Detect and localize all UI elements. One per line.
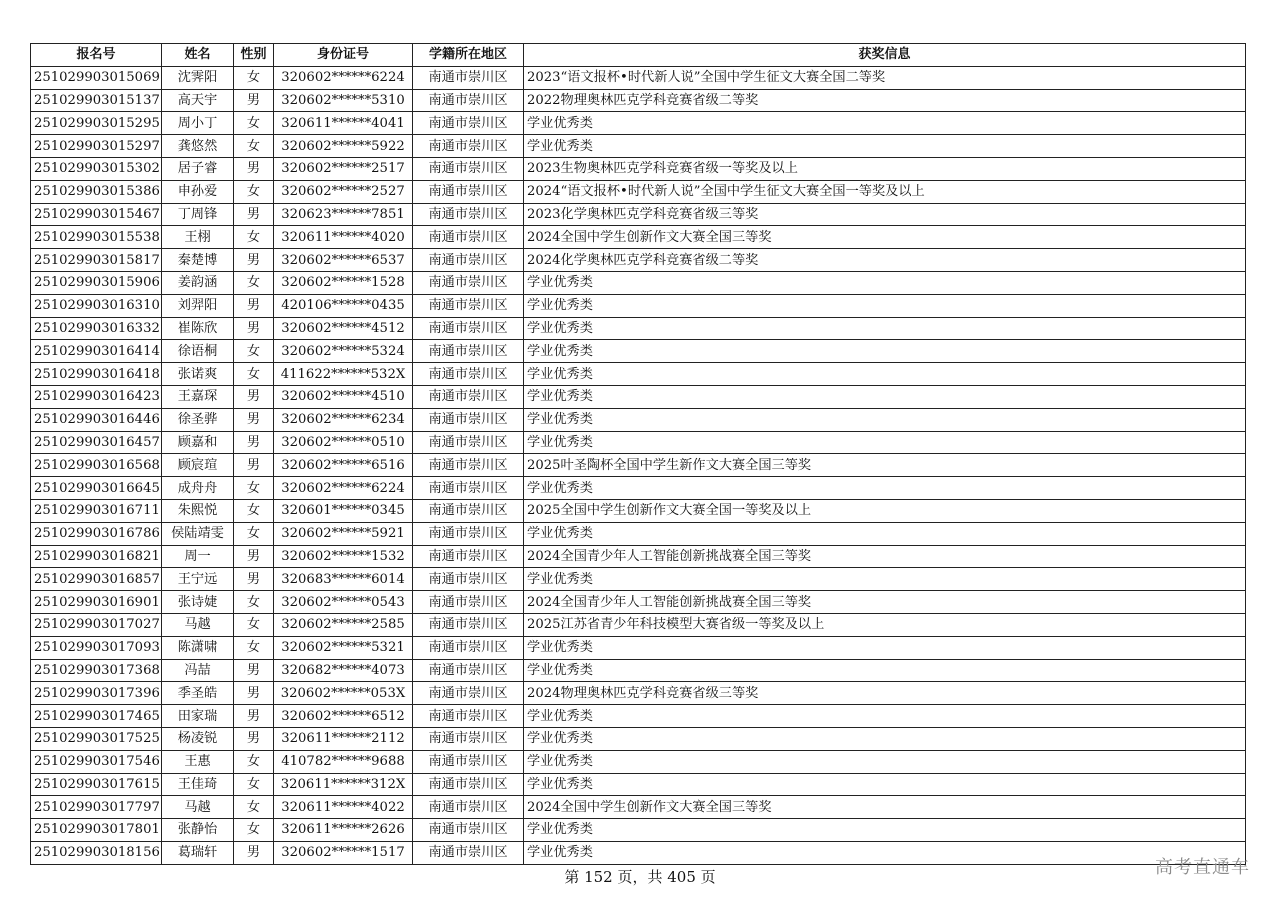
- region-cell: 南通市崇川区: [413, 294, 524, 317]
- id-number-cell: 320602******6224: [274, 477, 413, 500]
- name-cell: 王嘉琛: [162, 385, 234, 408]
- id-number-cell: 320602******6224: [274, 66, 413, 89]
- award-info-cell: 学业优秀类: [524, 317, 1246, 340]
- award-info-cell: 2024全国中学生创新作文大赛全国三等奖: [524, 226, 1246, 249]
- gender-cell: 女: [234, 363, 274, 386]
- name-cell: 马越: [162, 613, 234, 636]
- region-cell: 南通市崇川区: [413, 226, 524, 249]
- award-info-cell: 学业优秀类: [524, 636, 1246, 659]
- header-registration-no: 报名号: [31, 44, 162, 67]
- id-number-cell: 320602******4510: [274, 385, 413, 408]
- region-cell: 南通市崇川区: [413, 773, 524, 796]
- region-cell: 南通市崇川区: [413, 659, 524, 682]
- table-row: [31, 773, 1246, 796]
- award-info-cell: 学业优秀类: [524, 408, 1246, 431]
- id-number-cell: 320611******2626: [274, 819, 413, 842]
- registration-no-cell: 251029903015295: [31, 112, 162, 135]
- gender-cell: 女: [234, 591, 274, 614]
- watermark-logo-text: 高考直通车: [1155, 857, 1250, 878]
- table-row: [31, 659, 1246, 682]
- table-row: [31, 89, 1246, 112]
- table-row: [31, 454, 1246, 477]
- registration-no-cell: 251029903017801: [31, 819, 162, 842]
- gender-cell: 女: [234, 636, 274, 659]
- table-row: [31, 294, 1246, 317]
- name-cell: 周小丁: [162, 112, 234, 135]
- award-info-cell: 学业优秀类: [524, 659, 1246, 682]
- header-id-number: 身份证号: [274, 44, 413, 67]
- gender-cell: 女: [234, 66, 274, 89]
- award-info-cell: 学业优秀类: [524, 773, 1246, 796]
- id-number-cell: 320602******2517: [274, 157, 413, 180]
- gender-cell: 女: [234, 750, 274, 773]
- gender-cell: 男: [234, 408, 274, 431]
- id-number-cell: 320602******0510: [274, 431, 413, 454]
- gender-cell: 女: [234, 135, 274, 158]
- name-cell: 季圣皓: [162, 682, 234, 705]
- gender-cell: 男: [234, 157, 274, 180]
- region-cell: 南通市崇川区: [413, 89, 524, 112]
- award-info-cell: 学业优秀类: [524, 294, 1246, 317]
- table-row: [31, 750, 1246, 773]
- id-number-cell: 320602******5321: [274, 636, 413, 659]
- region-cell: 南通市崇川区: [413, 568, 524, 591]
- gender-cell: 男: [234, 294, 274, 317]
- id-number-cell: 320683******6014: [274, 568, 413, 591]
- region-cell: 南通市崇川区: [413, 431, 524, 454]
- region-cell: 南通市崇川区: [413, 613, 524, 636]
- table-row: [31, 431, 1246, 454]
- registration-no-cell: 251029903016901: [31, 591, 162, 614]
- award-info-cell: 学业优秀类: [524, 750, 1246, 773]
- header-award-info: 获奖信息: [524, 44, 1246, 67]
- name-cell: 徐语桐: [162, 340, 234, 363]
- table-row: [31, 135, 1246, 158]
- name-cell: 龚悠然: [162, 135, 234, 158]
- registration-no-cell: 251029903017797: [31, 796, 162, 819]
- gender-cell: 女: [234, 112, 274, 135]
- award-info-cell: 学业优秀类: [524, 819, 1246, 842]
- id-number-cell: 320602******6512: [274, 705, 413, 728]
- region-cell: 南通市崇川区: [413, 750, 524, 773]
- id-number-cell: 320602******4512: [274, 317, 413, 340]
- region-cell: 南通市崇川区: [413, 727, 524, 750]
- name-cell: 王佳琦: [162, 773, 234, 796]
- table-row: [31, 363, 1246, 386]
- award-info-cell: 学业优秀类: [524, 135, 1246, 158]
- name-cell: 陈潇啸: [162, 636, 234, 659]
- award-info-cell: 2024全国青少年人工智能创新挑战赛全国三等奖: [524, 591, 1246, 614]
- gender-cell: 男: [234, 727, 274, 750]
- region-cell: 南通市崇川区: [413, 522, 524, 545]
- registration-no-cell: 251029903016310: [31, 294, 162, 317]
- results-sheet: [30, 43, 1246, 865]
- region-cell: 南通市崇川区: [413, 408, 524, 431]
- award-info-cell: 学业优秀类: [524, 477, 1246, 500]
- table-header-row: [31, 44, 1246, 67]
- table-row: [31, 385, 1246, 408]
- registration-no-cell: 251029903017546: [31, 750, 162, 773]
- table-body: [31, 66, 1246, 864]
- name-cell: 马越: [162, 796, 234, 819]
- region-cell: 南通市崇川区: [413, 385, 524, 408]
- table-row: [31, 226, 1246, 249]
- award-info-cell: 2023生物奥林匹克学科竞赛省级一等奖及以上: [524, 157, 1246, 180]
- registration-no-cell: 251029903016821: [31, 545, 162, 568]
- award-info-cell: 2024化学奥林匹克学科竞赛省级二等奖: [524, 249, 1246, 272]
- region-cell: 南通市崇川区: [413, 112, 524, 135]
- name-cell: 顾嘉和: [162, 431, 234, 454]
- id-number-cell: 320602******0543: [274, 591, 413, 614]
- table-row: [31, 796, 1246, 819]
- gender-cell: 男: [234, 841, 274, 864]
- name-cell: 王栩: [162, 226, 234, 249]
- region-cell: 南通市崇川区: [413, 317, 524, 340]
- table-row: [31, 819, 1246, 842]
- registration-no-cell: 251029903016645: [31, 477, 162, 500]
- award-info-cell: 学业优秀类: [524, 568, 1246, 591]
- award-info-cell: 学业优秀类: [524, 112, 1246, 135]
- id-number-cell: 320611******312X: [274, 773, 413, 796]
- name-cell: 申孙爱: [162, 180, 234, 203]
- registration-no-cell: 251029903015297: [31, 135, 162, 158]
- id-number-cell: 320601******0345: [274, 499, 413, 522]
- region-cell: 南通市崇川区: [413, 682, 524, 705]
- region-cell: 南通市崇川区: [413, 705, 524, 728]
- registration-no-cell: 251029903017027: [31, 613, 162, 636]
- registration-no-cell: 251029903015302: [31, 157, 162, 180]
- gender-cell: 男: [234, 568, 274, 591]
- id-number-cell: 320611******4020: [274, 226, 413, 249]
- table-row: [31, 591, 1246, 614]
- table-row: [31, 682, 1246, 705]
- id-number-cell: 320611******2112: [274, 727, 413, 750]
- gender-cell: 男: [234, 545, 274, 568]
- name-cell: 成舟舟: [162, 477, 234, 500]
- award-info-cell: 学业优秀类: [524, 271, 1246, 294]
- table-row: [31, 613, 1246, 636]
- gender-cell: 女: [234, 819, 274, 842]
- region-cell: 南通市崇川区: [413, 271, 524, 294]
- table-row: [31, 271, 1246, 294]
- name-cell: 王惠: [162, 750, 234, 773]
- name-cell: 姜韵涵: [162, 271, 234, 294]
- name-cell: 张诗婕: [162, 591, 234, 614]
- gender-cell: 女: [234, 340, 274, 363]
- registration-no-cell: 251029903016446: [31, 408, 162, 431]
- registration-no-cell: 251029903015386: [31, 180, 162, 203]
- name-cell: 侯陆靖雯: [162, 522, 234, 545]
- name-cell: 葛瑞轩: [162, 841, 234, 864]
- table-row: [31, 636, 1246, 659]
- region-cell: 南通市崇川区: [413, 249, 524, 272]
- name-cell: 居子睿: [162, 157, 234, 180]
- region-cell: 南通市崇川区: [413, 545, 524, 568]
- header-region: 学籍所在地区: [413, 44, 524, 67]
- award-info-cell: 2022物理奥林匹克学科竞赛省级二等奖: [524, 89, 1246, 112]
- id-number-cell: 320602******1528: [274, 271, 413, 294]
- region-cell: 南通市崇川区: [413, 363, 524, 386]
- award-info-cell: 2024全国青少年人工智能创新挑战赛全国三等奖: [524, 545, 1246, 568]
- table-row: [31, 408, 1246, 431]
- registration-no-cell: 251029903015538: [31, 226, 162, 249]
- region-cell: 南通市崇川区: [413, 135, 524, 158]
- header-name: 姓名: [162, 44, 234, 67]
- id-number-cell: 320602******5324: [274, 340, 413, 363]
- registration-no-cell: 251029903015817: [31, 249, 162, 272]
- gender-cell: 男: [234, 431, 274, 454]
- award-info-cell: 学业优秀类: [524, 705, 1246, 728]
- name-cell: 徐圣骅: [162, 408, 234, 431]
- gender-cell: 女: [234, 613, 274, 636]
- table-row: [31, 112, 1246, 135]
- name-cell: 王宁远: [162, 568, 234, 591]
- gender-cell: 男: [234, 659, 274, 682]
- name-cell: 杨凌锐: [162, 727, 234, 750]
- table-row: [31, 522, 1246, 545]
- registration-no-cell: 251029903016332: [31, 317, 162, 340]
- gender-cell: 女: [234, 477, 274, 500]
- registration-no-cell: 251029903015069: [31, 66, 162, 89]
- award-info-cell: 2025全国中学生创新作文大赛全国一等奖及以上: [524, 499, 1246, 522]
- region-cell: 南通市崇川区: [413, 180, 524, 203]
- name-cell: 顾宸瑄: [162, 454, 234, 477]
- gender-cell: 男: [234, 385, 274, 408]
- table-row: [31, 705, 1246, 728]
- name-cell: 冯喆: [162, 659, 234, 682]
- registration-no-cell: 251029903016457: [31, 431, 162, 454]
- registration-no-cell: 251029903016418: [31, 363, 162, 386]
- gender-cell: 男: [234, 89, 274, 112]
- name-cell: 秦楚博: [162, 249, 234, 272]
- registration-no-cell: 251029903017615: [31, 773, 162, 796]
- table-row: [31, 727, 1246, 750]
- award-info-cell: 2025叶圣陶杯全国中学生新作文大赛全国三等奖: [524, 454, 1246, 477]
- region-cell: 南通市崇川区: [413, 454, 524, 477]
- page-number: 第 152 页，共 405 页: [564, 868, 716, 886]
- region-cell: 南通市崇川区: [413, 796, 524, 819]
- gender-cell: 男: [234, 705, 274, 728]
- region-cell: 南通市崇川区: [413, 591, 524, 614]
- registration-no-cell: 251029903016414: [31, 340, 162, 363]
- id-number-cell: 320602******1517: [274, 841, 413, 864]
- gender-cell: 男: [234, 317, 274, 340]
- table-row: [31, 340, 1246, 363]
- name-cell: 崔陈欣: [162, 317, 234, 340]
- award-info-cell: 学业优秀类: [524, 363, 1246, 386]
- name-cell: 朱熙悦: [162, 499, 234, 522]
- table-row: [31, 841, 1246, 864]
- name-cell: 张静怡: [162, 819, 234, 842]
- table-row: [31, 568, 1246, 591]
- gender-cell: 男: [234, 454, 274, 477]
- registration-no-cell: 251029903016423: [31, 385, 162, 408]
- gender-cell: 女: [234, 499, 274, 522]
- region-cell: 南通市崇川区: [413, 499, 524, 522]
- gender-cell: 女: [234, 226, 274, 249]
- name-cell: 周一: [162, 545, 234, 568]
- registration-no-cell: 251029903016857: [31, 568, 162, 591]
- registration-no-cell: 251029903015906: [31, 271, 162, 294]
- id-number-cell: 420106******0435: [274, 294, 413, 317]
- region-cell: 南通市崇川区: [413, 819, 524, 842]
- table-row: [31, 203, 1246, 226]
- name-cell: 丁周锋: [162, 203, 234, 226]
- award-info-cell: 2024全国中学生创新作文大赛全国三等奖: [524, 796, 1246, 819]
- table-row: [31, 477, 1246, 500]
- registration-no-cell: 251029903018156: [31, 841, 162, 864]
- id-number-cell: 320611******4022: [274, 796, 413, 819]
- table-row: [31, 66, 1246, 89]
- registration-no-cell: 251029903017368: [31, 659, 162, 682]
- id-number-cell: 320602******6516: [274, 454, 413, 477]
- gender-cell: 女: [234, 522, 274, 545]
- region-cell: 南通市崇川区: [413, 841, 524, 864]
- gender-cell: 女: [234, 773, 274, 796]
- region-cell: 南通市崇川区: [413, 66, 524, 89]
- id-number-cell: 320602******2585: [274, 613, 413, 636]
- region-cell: 南通市崇川区: [413, 203, 524, 226]
- gender-cell: 女: [234, 271, 274, 294]
- registration-no-cell: 251029903017465: [31, 705, 162, 728]
- id-number-cell: 320602******1532: [274, 545, 413, 568]
- region-cell: 南通市崇川区: [413, 157, 524, 180]
- award-info-cell: 2023“语文报杯•时代新人说”全国中学生征文大赛全国二等奖: [524, 66, 1246, 89]
- award-info-cell: 学业优秀类: [524, 522, 1246, 545]
- table-row: [31, 157, 1246, 180]
- id-number-cell: 411622******532X: [274, 363, 413, 386]
- id-number-cell: 320682******4073: [274, 659, 413, 682]
- name-cell: 高天宇: [162, 89, 234, 112]
- award-info-cell: 2023化学奥林匹克学科竞赛省级三等奖: [524, 203, 1246, 226]
- header-gender: 性别: [234, 44, 274, 67]
- id-number-cell: 410782******9688: [274, 750, 413, 773]
- id-number-cell: 320623******7851: [274, 203, 413, 226]
- region-cell: 南通市崇川区: [413, 636, 524, 659]
- registration-no-cell: 251029903017525: [31, 727, 162, 750]
- award-info-cell: 学业优秀类: [524, 431, 1246, 454]
- id-number-cell: 320602******5310: [274, 89, 413, 112]
- award-info-cell: 学业优秀类: [524, 841, 1246, 864]
- name-cell: 田家瑞: [162, 705, 234, 728]
- registration-no-cell: 251029903015137: [31, 89, 162, 112]
- id-number-cell: 320602******5921: [274, 522, 413, 545]
- award-info-cell: 学业优秀类: [524, 727, 1246, 750]
- table-row: [31, 249, 1246, 272]
- registration-no-cell: 251029903016568: [31, 454, 162, 477]
- region-cell: 南通市崇川区: [413, 340, 524, 363]
- registration-no-cell: 251029903017093: [31, 636, 162, 659]
- award-info-cell: 学业优秀类: [524, 385, 1246, 408]
- id-number-cell: 320602******053X: [274, 682, 413, 705]
- name-cell: 刘羿阳: [162, 294, 234, 317]
- award-info-cell: 学业优秀类: [524, 340, 1246, 363]
- gender-cell: 女: [234, 796, 274, 819]
- id-number-cell: 320602******6234: [274, 408, 413, 431]
- name-cell: 沈霁阳: [162, 66, 234, 89]
- gender-cell: 男: [234, 249, 274, 272]
- id-number-cell: 320602******6537: [274, 249, 413, 272]
- registration-no-cell: 251029903017396: [31, 682, 162, 705]
- gender-cell: 女: [234, 180, 274, 203]
- award-info-cell: 2024“语文报杯•时代新人说”全国中学生征文大赛全国一等奖及以上: [524, 180, 1246, 203]
- registration-no-cell: 251029903016786: [31, 522, 162, 545]
- registration-no-cell: 251029903016711: [31, 499, 162, 522]
- table-row: [31, 545, 1246, 568]
- id-number-cell: 320602******5922: [274, 135, 413, 158]
- table-row: [31, 499, 1246, 522]
- table-row: [31, 180, 1246, 203]
- registration-no-cell: 251029903015467: [31, 203, 162, 226]
- name-cell: 张诺爽: [162, 363, 234, 386]
- id-number-cell: 320611******4041: [274, 112, 413, 135]
- table-row: [31, 317, 1246, 340]
- award-info-cell: 2024物理奥林匹克学科竞赛省级三等奖: [524, 682, 1246, 705]
- award-info-cell: 2025江苏省青少年科技模型大赛省级一等奖及以上: [524, 613, 1246, 636]
- gender-cell: 男: [234, 682, 274, 705]
- region-cell: 南通市崇川区: [413, 477, 524, 500]
- id-number-cell: 320602******2527: [274, 180, 413, 203]
- award-table: [30, 43, 1246, 865]
- gender-cell: 男: [234, 203, 274, 226]
